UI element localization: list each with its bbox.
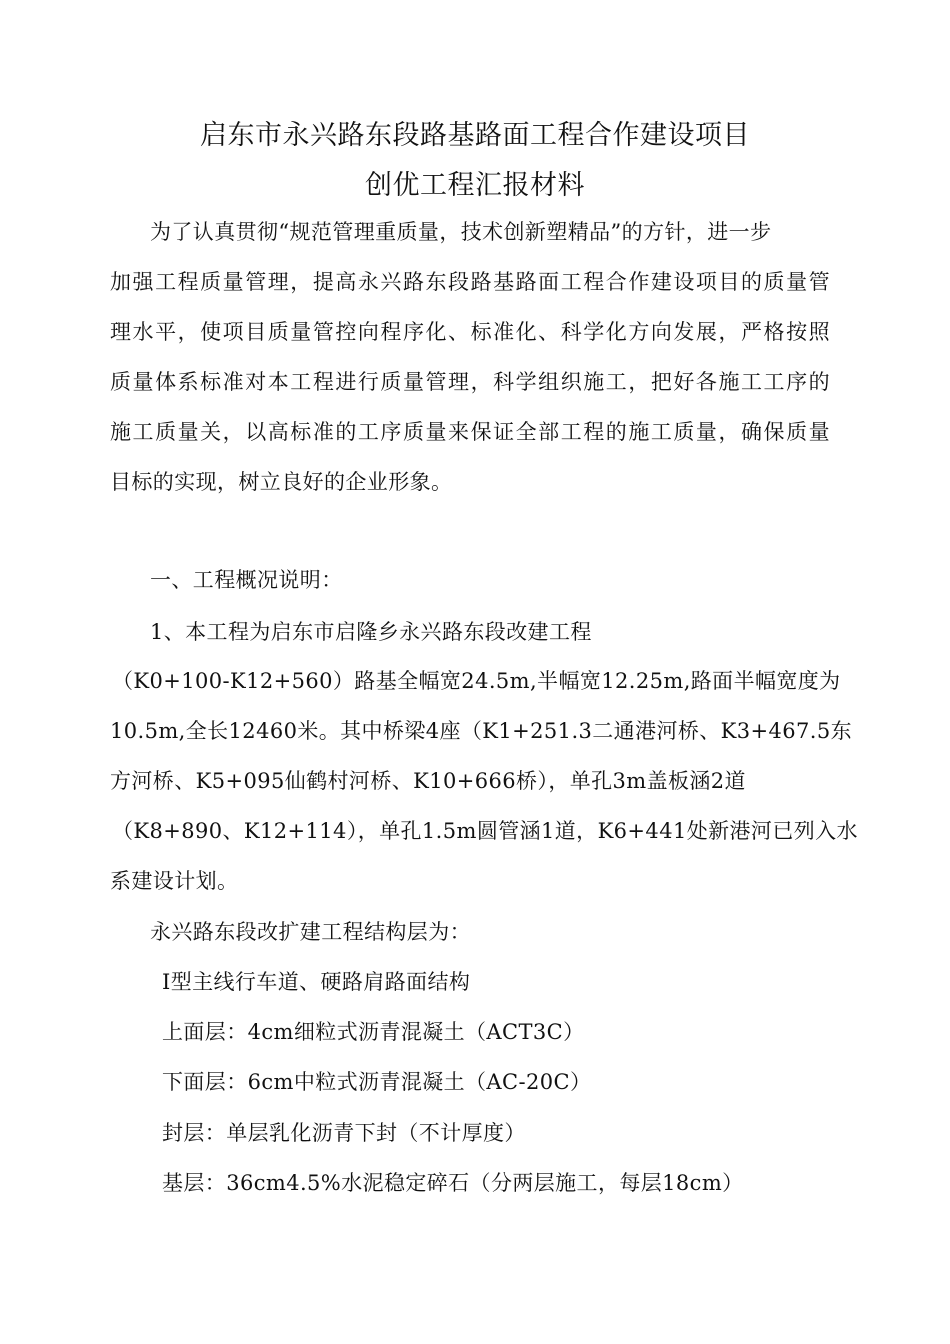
structure-line-4: 封层：单层乳化沥青下封（不计厚度）: [162, 1121, 526, 1145]
intro-line-1: 为了认真贯彻“规范管理重质量，技术创新塑精品”的方针，进一步: [150, 220, 772, 244]
intro-line-3: 理水平，使项目质量管控向程序化、标准化、科学化方向发展，严格按照: [110, 320, 830, 344]
item1-line-6: 系建设计划。: [110, 869, 239, 893]
document-title-line-1: 启东市永兴路东段路基路面工程合作建设项目: [200, 120, 750, 151]
item1-line-2: （K0+100-K12+560）路基全幅宽24.5m,半幅宽12.25m,路面半幅宽度为: [112, 669, 841, 693]
structure-line-1: Ⅰ型主线行车道、硬路肩路面结构: [162, 970, 471, 994]
item1-line-1: 1、本工程为启东市启隆乡永兴路东段改建工程: [150, 620, 592, 644]
intro-line-6: 目标的实现，树立良好的企业形象。: [110, 470, 453, 494]
structure-line-2: 上面层：4cm细粒式沥青混凝土（ACT3C）: [162, 1020, 585, 1044]
document-title-line-2: 创优工程汇报材料: [365, 170, 585, 201]
intro-line-4: 质量体系标准对本工程进行质量管理，科学组织施工，把好各施工工序的: [110, 370, 830, 394]
intro-line-2: 加强工程质量管理，提高永兴路东段路基路面工程合作建设项目的质量管: [110, 270, 830, 294]
structure-intro: 永兴路东段改扩建工程结构层为：: [150, 920, 471, 944]
section-heading: 一、工程概况说明：: [150, 568, 343, 592]
item1-line-5: （K8+890、K12+114），单孔1.5m圆管涵1道，K6+441处新港河已列入水: [112, 819, 858, 843]
structure-line-5: 基层：36cm4.5%水泥稳定碎石（分两层施工，每层18cm）: [162, 1171, 744, 1195]
structure-line-3: 下面层：6cm中粒式沥青混凝土（AC-20C）: [162, 1070, 592, 1094]
item1-line-3: 10.5m,全长12460米。其中桥梁4座（K1+251.3二通港河桥、K3+467.5东: [110, 719, 853, 743]
intro-line-5: 施工质量关，以高标准的工序质量来保证全部工程的施工质量，确保质量: [110, 420, 830, 444]
item1-line-4: 方河桥、K5+095仙鹤村河桥、K10+666桥），单孔3m盖板涵2道: [110, 769, 746, 793]
